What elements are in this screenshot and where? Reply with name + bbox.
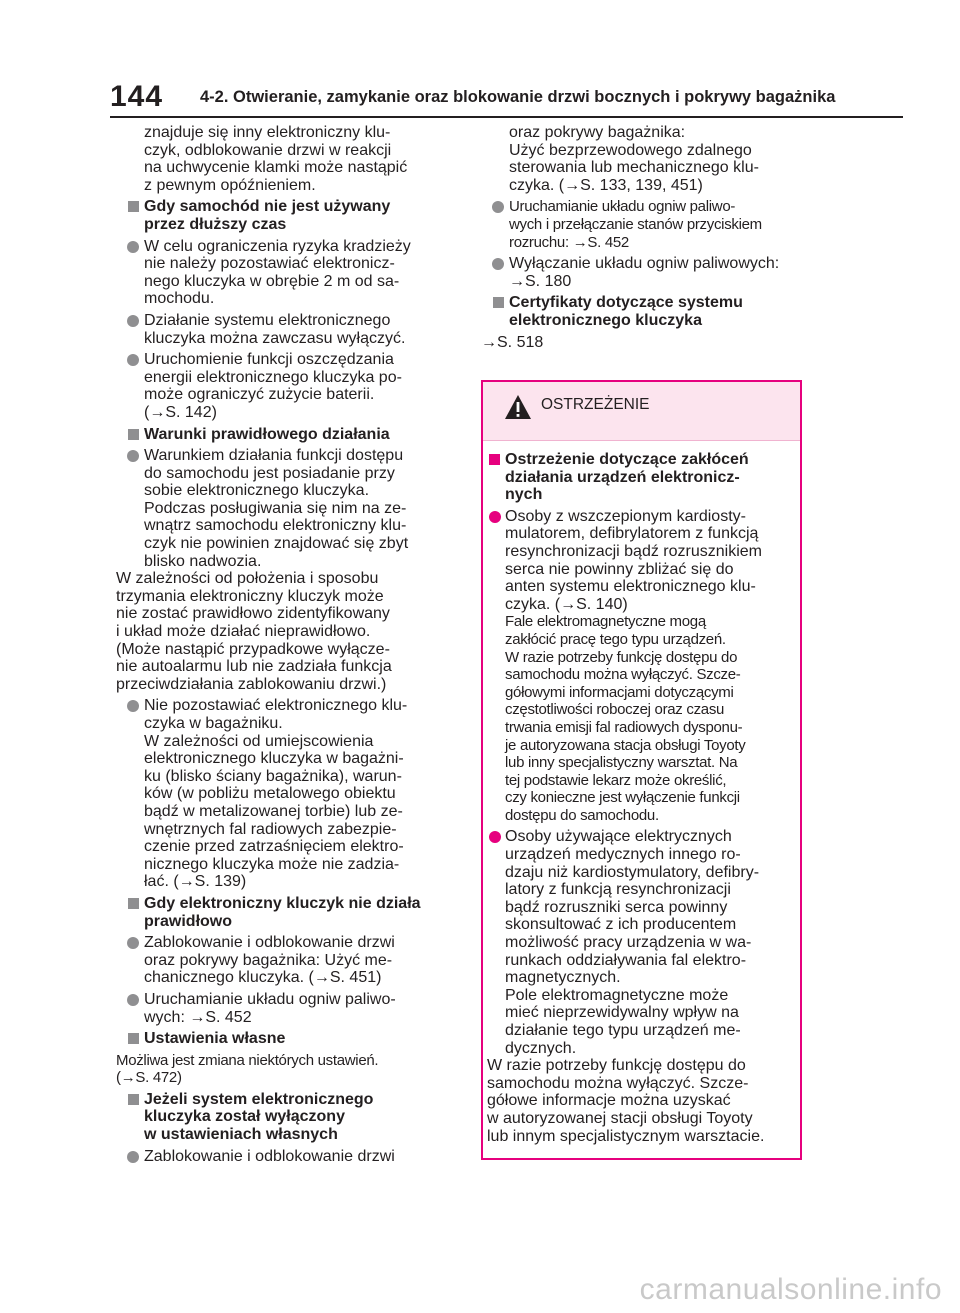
text-line: mochodu. <box>144 290 215 308</box>
text-line: Nie pozostawiać elektronicznego klu- <box>144 697 408 715</box>
text-line: dostępu do samochodu. <box>505 806 659 824</box>
warning-section-heading <box>485 451 798 504</box>
text-line: elektronicznego kluczyka <box>509 311 702 329</box>
text-line: mulatorem, defibrylatorem z funkcją <box>505 525 759 543</box>
text-line: sobie elektronicznego kluczyka. <box>144 482 370 500</box>
text-line: Możliwa jest zmiana niektórych ustawień. <box>116 1051 379 1069</box>
text-line: skonsultować z ich producentem <box>505 916 737 934</box>
bullet-disable-system <box>116 312 462 347</box>
warning-body <box>483 441 800 1145</box>
square-bullet-icon <box>128 1094 139 1105</box>
text-line: i układ może działać nieprawidłowo. <box>116 623 371 641</box>
text-line: czyk, odblokowanie drzwi w reakcji <box>144 141 392 159</box>
text-line: działanie tego typu urządzeń me- <box>505 1022 741 1039</box>
round-bullet-icon <box>127 354 139 366</box>
text-line: Uruchomienie funkcji oszczędzania <box>144 351 394 369</box>
text-line: je autoryzowana stacja obsługi Toyoty <box>505 736 746 754</box>
text-line: Gdy elektroniczny kluczyk nie działa <box>144 894 421 912</box>
text-line: rozruchu: →S. 452 <box>509 233 629 251</box>
text-line: Ustawienia własne <box>144 1030 286 1048</box>
round-bullet-icon <box>492 201 504 213</box>
text-line: czyka. (→S. 133, 139, 451) <box>509 176 703 194</box>
text-line: czy konieczne jest wyłączenie funkcji <box>505 789 740 807</box>
text-line: (→S. 472) <box>116 1069 182 1087</box>
text-line: bądź w metalizowanej torbie) lub ze- <box>144 802 403 820</box>
text-line: Ostrzeżenie dotyczące zakłóceń <box>505 451 749 468</box>
text-line: wnętrznych fal radiowych zabezpie- <box>144 820 397 838</box>
warning-paragraph <box>485 1057 798 1145</box>
text-line: latory z funkcją resynchronizacji <box>505 881 731 899</box>
bullet-key-proximity <box>116 447 462 570</box>
square-bullet-icon <box>128 429 139 440</box>
text-line: Osoby z wszczepionym kardiosty- <box>505 507 746 525</box>
text-line: Podczas posługiwania się nim na ze- <box>144 499 407 517</box>
warning-bullet-medical-devices <box>485 828 798 1057</box>
warning-bullet-pacemaker <box>485 508 798 825</box>
warning-box <box>481 380 802 1160</box>
round-bullet-icon <box>489 831 501 843</box>
bullet-lock-unlock <box>116 1148 462 1166</box>
text-line: W celu ograniczenia ryzyka kradzieży <box>144 237 411 255</box>
text-line: mieć nieprzewidywalny wpływ na <box>505 1004 739 1022</box>
section-heading-custom-settings <box>116 1030 462 1048</box>
text-line: wnątrz samochodu elektroniczny klu- <box>144 517 407 535</box>
chapter-title: 4-2. Otwieranie, zamykanie oraz blokowanie drzwi bocznych i pokrywy bagażnika <box>200 88 836 106</box>
right-column <box>481 124 806 351</box>
text-line: Uruchamianie układu ogniw paliwo- <box>509 198 736 216</box>
text-line: samochodu można wyłączyć. Szcze- <box>505 666 741 684</box>
text-line: wych: →S. 452 <box>144 1008 252 1026</box>
text-line: kluczyka można zawczasu wyłączyć. <box>144 329 406 347</box>
bullet-fuel-cell-switch <box>481 198 806 251</box>
text-line: W zależności od umiejscowienia <box>144 732 374 750</box>
text-line: kluczyka został wyłączony <box>144 1108 345 1126</box>
text-line: trzymania elektroniczny kluczyk może <box>116 587 384 605</box>
text-line: oraz pokrywy bagażnika: <box>509 124 686 141</box>
square-bullet-icon <box>128 898 139 909</box>
warning-triangle-icon <box>504 394 532 420</box>
text-line: Użyć bezprzewodowego zdalnego <box>509 141 752 159</box>
continued-paragraph <box>481 124 806 194</box>
text-line: →S. 518 <box>481 333 544 351</box>
text-line: →S. 180 <box>509 272 572 290</box>
text-line: bądź rozruszniki serca powinny <box>505 898 728 916</box>
text-line: gółowe informacje można uzyskać <box>487 1092 731 1110</box>
text-line: działania urządzeń elektronicz- <box>505 468 740 486</box>
text-line: nych <box>505 486 543 504</box>
text-line: runkach oddziaływania fal elektro- <box>505 951 747 969</box>
text-line: czyka w bagażniku. <box>144 715 283 732</box>
text-line: Działanie systemu elektronicznego <box>144 311 391 329</box>
text-line: (Może nastąpić przypadkowe wyłącze- <box>116 640 390 658</box>
bullet-key-in-trunk <box>116 697 462 891</box>
paragraph-key-identification <box>116 570 462 693</box>
bullet-theft-risk <box>116 238 462 308</box>
text-line: przez dłuższy czas <box>144 215 287 233</box>
text-line: Warunkiem działania funkcji dostępu <box>144 447 404 465</box>
text-line: Pole elektromagnetyczne może <box>505 986 729 1004</box>
text-line: blisko nadwozia. <box>144 552 262 570</box>
text-line: Jeżeli system elektronicznego <box>144 1090 374 1108</box>
text-line: trwania emisji fal radiowych dysponu- <box>505 718 743 736</box>
bullet-fuel-cell-start <box>116 991 462 1026</box>
text-line: do samochodu jest posiadanie przy <box>144 464 395 482</box>
round-bullet-icon <box>127 937 139 949</box>
text-line: na uchwycenie klamki może nastąpić <box>144 159 408 177</box>
square-bullet-icon <box>128 1033 139 1044</box>
paragraph-custom-settings <box>116 1052 462 1087</box>
bullet-battery-saving <box>116 351 462 421</box>
text-line: przeciwdziałania zablokowaniu drzwi.) <box>116 675 387 693</box>
text-line: chanicznego kluczyka. (→S. 451) <box>144 969 382 987</box>
text-line: w ustawieniach własnych <box>144 1126 338 1144</box>
text-line: znajduje się inny elektroniczny klu- <box>144 124 391 141</box>
text-line: oraz pokrywy bagażnika: Użyć me- <box>144 951 393 969</box>
page-number: 144 <box>110 80 164 113</box>
round-bullet-icon <box>127 315 139 327</box>
text-line: Warunki prawidłowego działania <box>144 425 390 443</box>
text-line: (→S. 142) <box>144 403 217 421</box>
watermark: carmanualsonline.info <box>639 1273 942 1306</box>
text-line: nie należy pozostawiać elektronicz- <box>144 255 395 273</box>
page-header <box>0 0 960 118</box>
bullet-fuel-cell-off <box>481 255 806 290</box>
text-line: W razie potrzeby funkcję dostępu do <box>487 1057 746 1075</box>
text-line: Wyłączanie układu ogniw paliwowych: <box>509 255 780 273</box>
text-line: możliwość pracy urządzenia w wa- <box>505 934 752 952</box>
round-bullet-icon <box>127 450 139 462</box>
warning-title: OSTRZEŻENIE <box>541 396 650 413</box>
section-heading-key-malfunction <box>116 895 462 930</box>
text-line: w autoryzowanej stacji obsługi Toyoty <box>487 1109 753 1127</box>
text-line: Certyfikaty dotyczące systemu <box>509 294 743 312</box>
square-bullet-icon <box>489 454 500 465</box>
text-line: serca nie powinny zbliżać się do <box>505 560 734 578</box>
text-line: prawidłowo <box>144 912 232 930</box>
text-line: łać. (→S. 139) <box>144 873 247 891</box>
text-line: częstotliwości roboczej oraz czasu <box>505 701 725 719</box>
square-bullet-icon <box>128 201 139 212</box>
text-line: sterowania lub mechanicznego klu- <box>509 159 759 177</box>
round-bullet-icon <box>127 700 139 712</box>
text-line: Zablokowanie i odblokowanie drzwi <box>144 1147 395 1165</box>
text-line: W razie potrzeby funkcję dostępu do <box>505 648 738 666</box>
square-bullet-icon <box>493 297 504 308</box>
text-line: energii elektronicznego kluczyka po- <box>144 368 402 386</box>
text-line: czyka. (→S. 140) <box>505 595 628 613</box>
text-line: elektronicznego kluczyka w bagażni- <box>144 750 404 768</box>
intro-paragraph <box>116 124 462 194</box>
round-bullet-icon <box>492 258 504 270</box>
section-heading-conditions <box>116 426 462 444</box>
text-line: magnetycznych. <box>505 969 621 987</box>
text-line: czenie przed zatrzaśnięciem elektro- <box>144 838 404 856</box>
section-heading-certificates <box>481 294 806 329</box>
text-line: resynchronizacji bądź rozrusznikiem <box>505 542 762 560</box>
round-bullet-icon <box>489 511 501 523</box>
text-line: lub innym specjalistycznym warsztacie. <box>487 1127 765 1145</box>
header-rule <box>110 116 903 118</box>
certificates-reference <box>481 334 806 352</box>
text-line: ków (w pobliżu metalowego obiektu <box>144 785 396 803</box>
text-line: dzaju niż kardiostymulatory, defibry- <box>505 863 760 881</box>
section-heading-unused-car <box>116 198 462 233</box>
text-line: samochodu można wyłączyć. Szcze- <box>487 1074 749 1092</box>
text-line: urządzeń medycznych innego ro- <box>505 846 741 864</box>
text-line: Uruchamianie układu ogniw paliwo- <box>144 990 396 1008</box>
text-line: tej podstawie lekarz może określić, <box>505 771 727 789</box>
text-line: zakłócić pracę tego typu urządzeń. <box>505 630 726 648</box>
warning-header <box>483 382 800 441</box>
text-line: z pewnym opóźnieniem. <box>144 176 316 194</box>
text-line: Zablokowanie i odblokowanie drzwi <box>144 934 395 952</box>
text-line: nego kluczyka w obrębie 2 m od sa- <box>144 272 400 290</box>
text-line: czyk nie powinien znajdować się zbyt <box>144 535 409 553</box>
left-column <box>116 124 462 1165</box>
text-line: gółowymi informacjami dotyczącymi <box>505 683 734 701</box>
text-line: Fale elektromagnetyczne mogą <box>505 613 706 631</box>
text-line: nie zostać prawidłowo zidentyfikowany <box>116 605 390 623</box>
text-line: wych i przełączanie stanów przyciskiem <box>509 215 762 233</box>
text-line: lub inny specjalistyczny warsztat. Na <box>505 754 738 772</box>
text-line: nie autoalarmu lub nie zadziała funkcja <box>116 658 392 676</box>
text-line: ku (blisko ściany bagażnika), warun- <box>144 767 402 785</box>
text-line: Gdy samochód nie jest używany <box>144 198 391 216</box>
section-heading-system-disabled <box>116 1091 462 1144</box>
text-line: anten systemu elektronicznego klu- <box>505 578 756 596</box>
bullet-mechanical-key <box>116 934 462 987</box>
text-line: Osoby używające elektrycznych <box>505 828 732 846</box>
round-bullet-icon <box>127 994 139 1006</box>
text-line: W zależności od położenia i sposobu <box>116 570 379 588</box>
round-bullet-icon <box>127 1151 139 1163</box>
text-line: może ograniczyć zużycie baterii. <box>144 386 375 404</box>
text-line: dycznych. <box>505 1039 577 1057</box>
text-line: nicznego kluczyka może nie zadzia- <box>144 855 400 873</box>
round-bullet-icon <box>127 241 139 253</box>
